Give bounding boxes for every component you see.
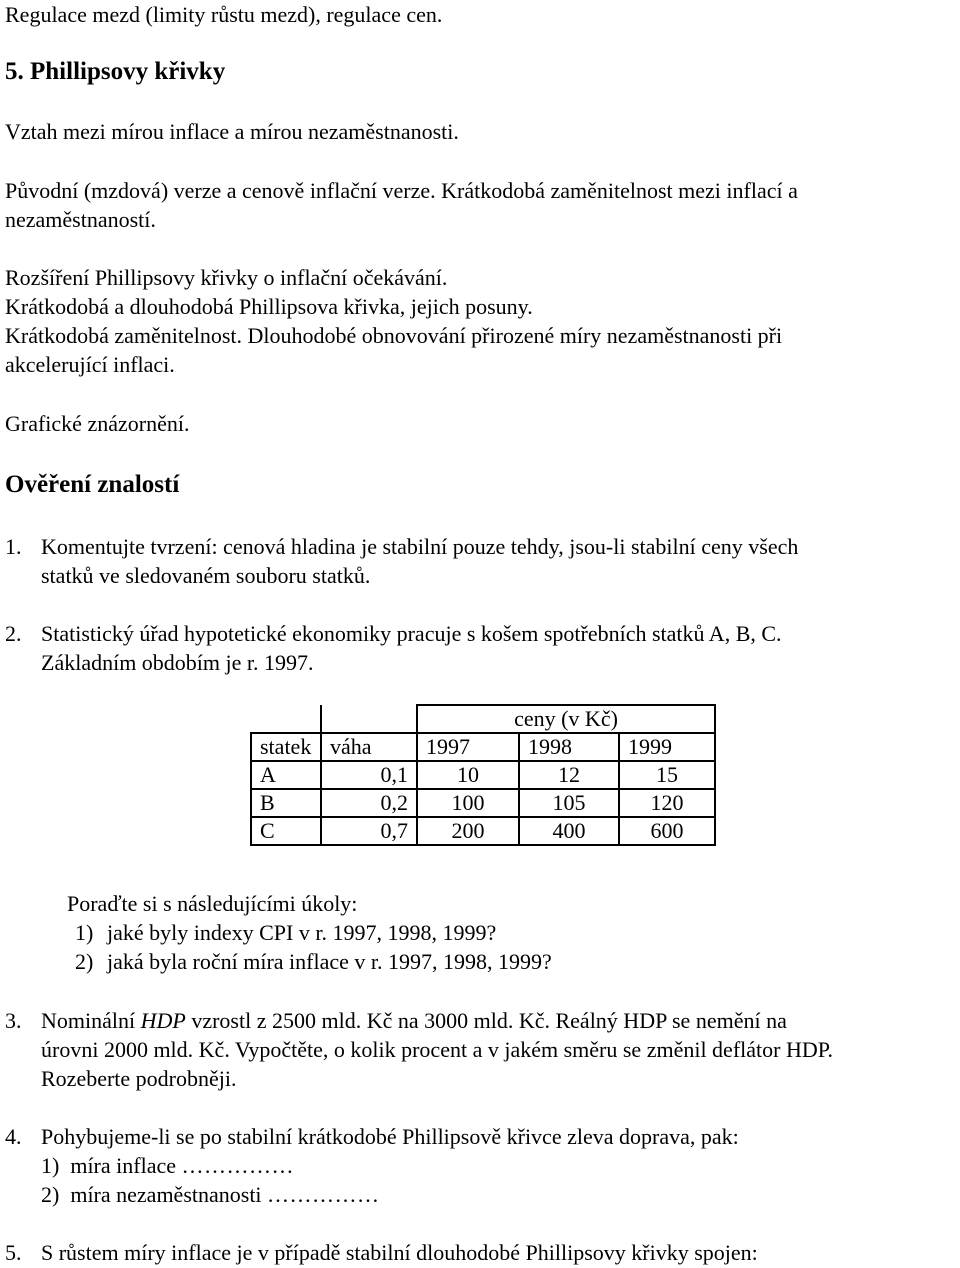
- heading-phillipsovy-krivky: 5. Phillipsovy křivky: [5, 58, 226, 85]
- table-header-cell: 1998: [519, 733, 619, 761]
- question-text: Nominální HDP vzrostl z 2500 mld. Kč na 3000 mld. Kč. Reálný HDP se nemění na: [41, 1008, 787, 1033]
- text-zamenitelnost-cont: akcelerující inflaci.: [5, 352, 175, 377]
- table-cell: C: [251, 817, 321, 845]
- question-text: Pohybujeme-li se po stabilní krátkodobé Phillipsově křivce zleva doprava, pak:: [41, 1124, 739, 1149]
- task-number: 1): [75, 920, 94, 945]
- text-kratkodoba-dlouhodoba: Krátkodobá a dlouhodobá Phillipsova křivka, jejich posuny.: [5, 294, 533, 319]
- answer-blank: ……………: [267, 1182, 380, 1207]
- task-number: 2): [75, 949, 94, 974]
- table-header-cell: statek: [251, 733, 321, 761]
- question-text-cont: statků ve sledovaném souboru statků.: [41, 563, 371, 588]
- table-cell: 120: [619, 789, 715, 817]
- table-group-header: ceny (v Kč): [417, 705, 715, 733]
- table-cell: 15: [619, 761, 715, 789]
- table-header-row: [251, 733, 715, 761]
- tasks-intro: Poraďte si s následujícími úkoly:: [67, 891, 358, 916]
- text-vztah: Vztah mezi mírou inflace a mírou nezaměstnanosti.: [5, 119, 459, 144]
- table-cell: 0,7: [321, 817, 417, 845]
- question-text: S růstem míry inflace je v případě stabilní dlouhodobé Phillipsovy křivky spojen:: [41, 1240, 758, 1265]
- text-puvodni-verze-cont: nezaměstnaností.: [5, 207, 156, 232]
- question-text-cont: Základním obdobím je r. 1997.: [41, 650, 314, 675]
- table-cell: 105: [519, 789, 619, 817]
- table-cell: 600: [619, 817, 715, 845]
- table-cell: 0,1: [321, 761, 417, 789]
- table-cell: B: [251, 789, 321, 817]
- table-cell: 0,2: [321, 789, 417, 817]
- text-regulace: Regulace mezd (limity růstu mezd), regulace cen.: [5, 2, 443, 27]
- table-cell: 400: [519, 817, 619, 845]
- answer-blank: ……………: [181, 1153, 294, 1178]
- table-header-cell: váha: [321, 733, 417, 761]
- table-blank-cell: [251, 705, 321, 733]
- question-text-cont: úrovni 2000 mld. Kč. Vypočtěte, o kolik procent a v jakém směru se změnil deflátor HDP.: [41, 1037, 834, 1062]
- text-graficke-znazorneni: Grafické znázornění.: [5, 411, 190, 436]
- price-table: [250, 704, 716, 846]
- question-text: Statistický úřad hypotetické ekonomiky pracuje s košem spotřebních statků A, B, C.: [41, 621, 782, 646]
- text-puvodni-verze: Původní (mzdová) verze a cenově inflační verze. Krátkodobá zaměnitelnost mezi inflací a: [5, 178, 798, 203]
- question-number: 5.: [5, 1240, 22, 1265]
- task-text: jaké byly indexy CPI v r. 1997, 1998, 1999?: [107, 920, 497, 945]
- sub-item: 1) míra inflace ……………: [41, 1153, 294, 1178]
- table-cell: A: [251, 761, 321, 789]
- hdp-italic: HDP: [140, 1008, 186, 1033]
- table-cell: 100: [417, 789, 519, 817]
- table-row: [251, 761, 715, 789]
- heading-overeni-znalosti: Ověření znalostí: [5, 471, 180, 498]
- text-zamenitelnost: Krátkodobá zaměnitelnost. Dlouhodobé obnovování přirozené míry nezaměstnanosti při: [5, 323, 783, 348]
- question-number: 3.: [5, 1008, 22, 1033]
- table-cell: 10: [417, 761, 519, 789]
- table-row: [251, 817, 715, 845]
- table-header-group-row: [251, 705, 715, 733]
- question-number: 1.: [5, 534, 22, 559]
- question-number: 2.: [5, 621, 22, 646]
- table-header-cell: 1997: [417, 733, 519, 761]
- table-cell: 200: [417, 817, 519, 845]
- text-rozsireni: Rozšíření Phillipsovy křivky o inflační očekávání.: [5, 265, 448, 290]
- table-row: [251, 789, 715, 817]
- question-number: 4.: [5, 1124, 22, 1149]
- task-text: jaká byla roční míra inflace v r. 1997, 1998, 1999?: [107, 949, 552, 974]
- table-blank-cell: [321, 705, 417, 733]
- table-header-cell: 1999: [619, 733, 715, 761]
- question-text-cont: Rozeberte podrobněji.: [41, 1066, 237, 1091]
- question-text: Komentujte tvrzení: cenová hladina je stabilní pouze tehdy, jsou-li stabilní ceny všech: [41, 534, 799, 559]
- sub-item: 2) míra nezaměstnanosti ……………: [41, 1182, 380, 1207]
- table-cell: 12: [519, 761, 619, 789]
